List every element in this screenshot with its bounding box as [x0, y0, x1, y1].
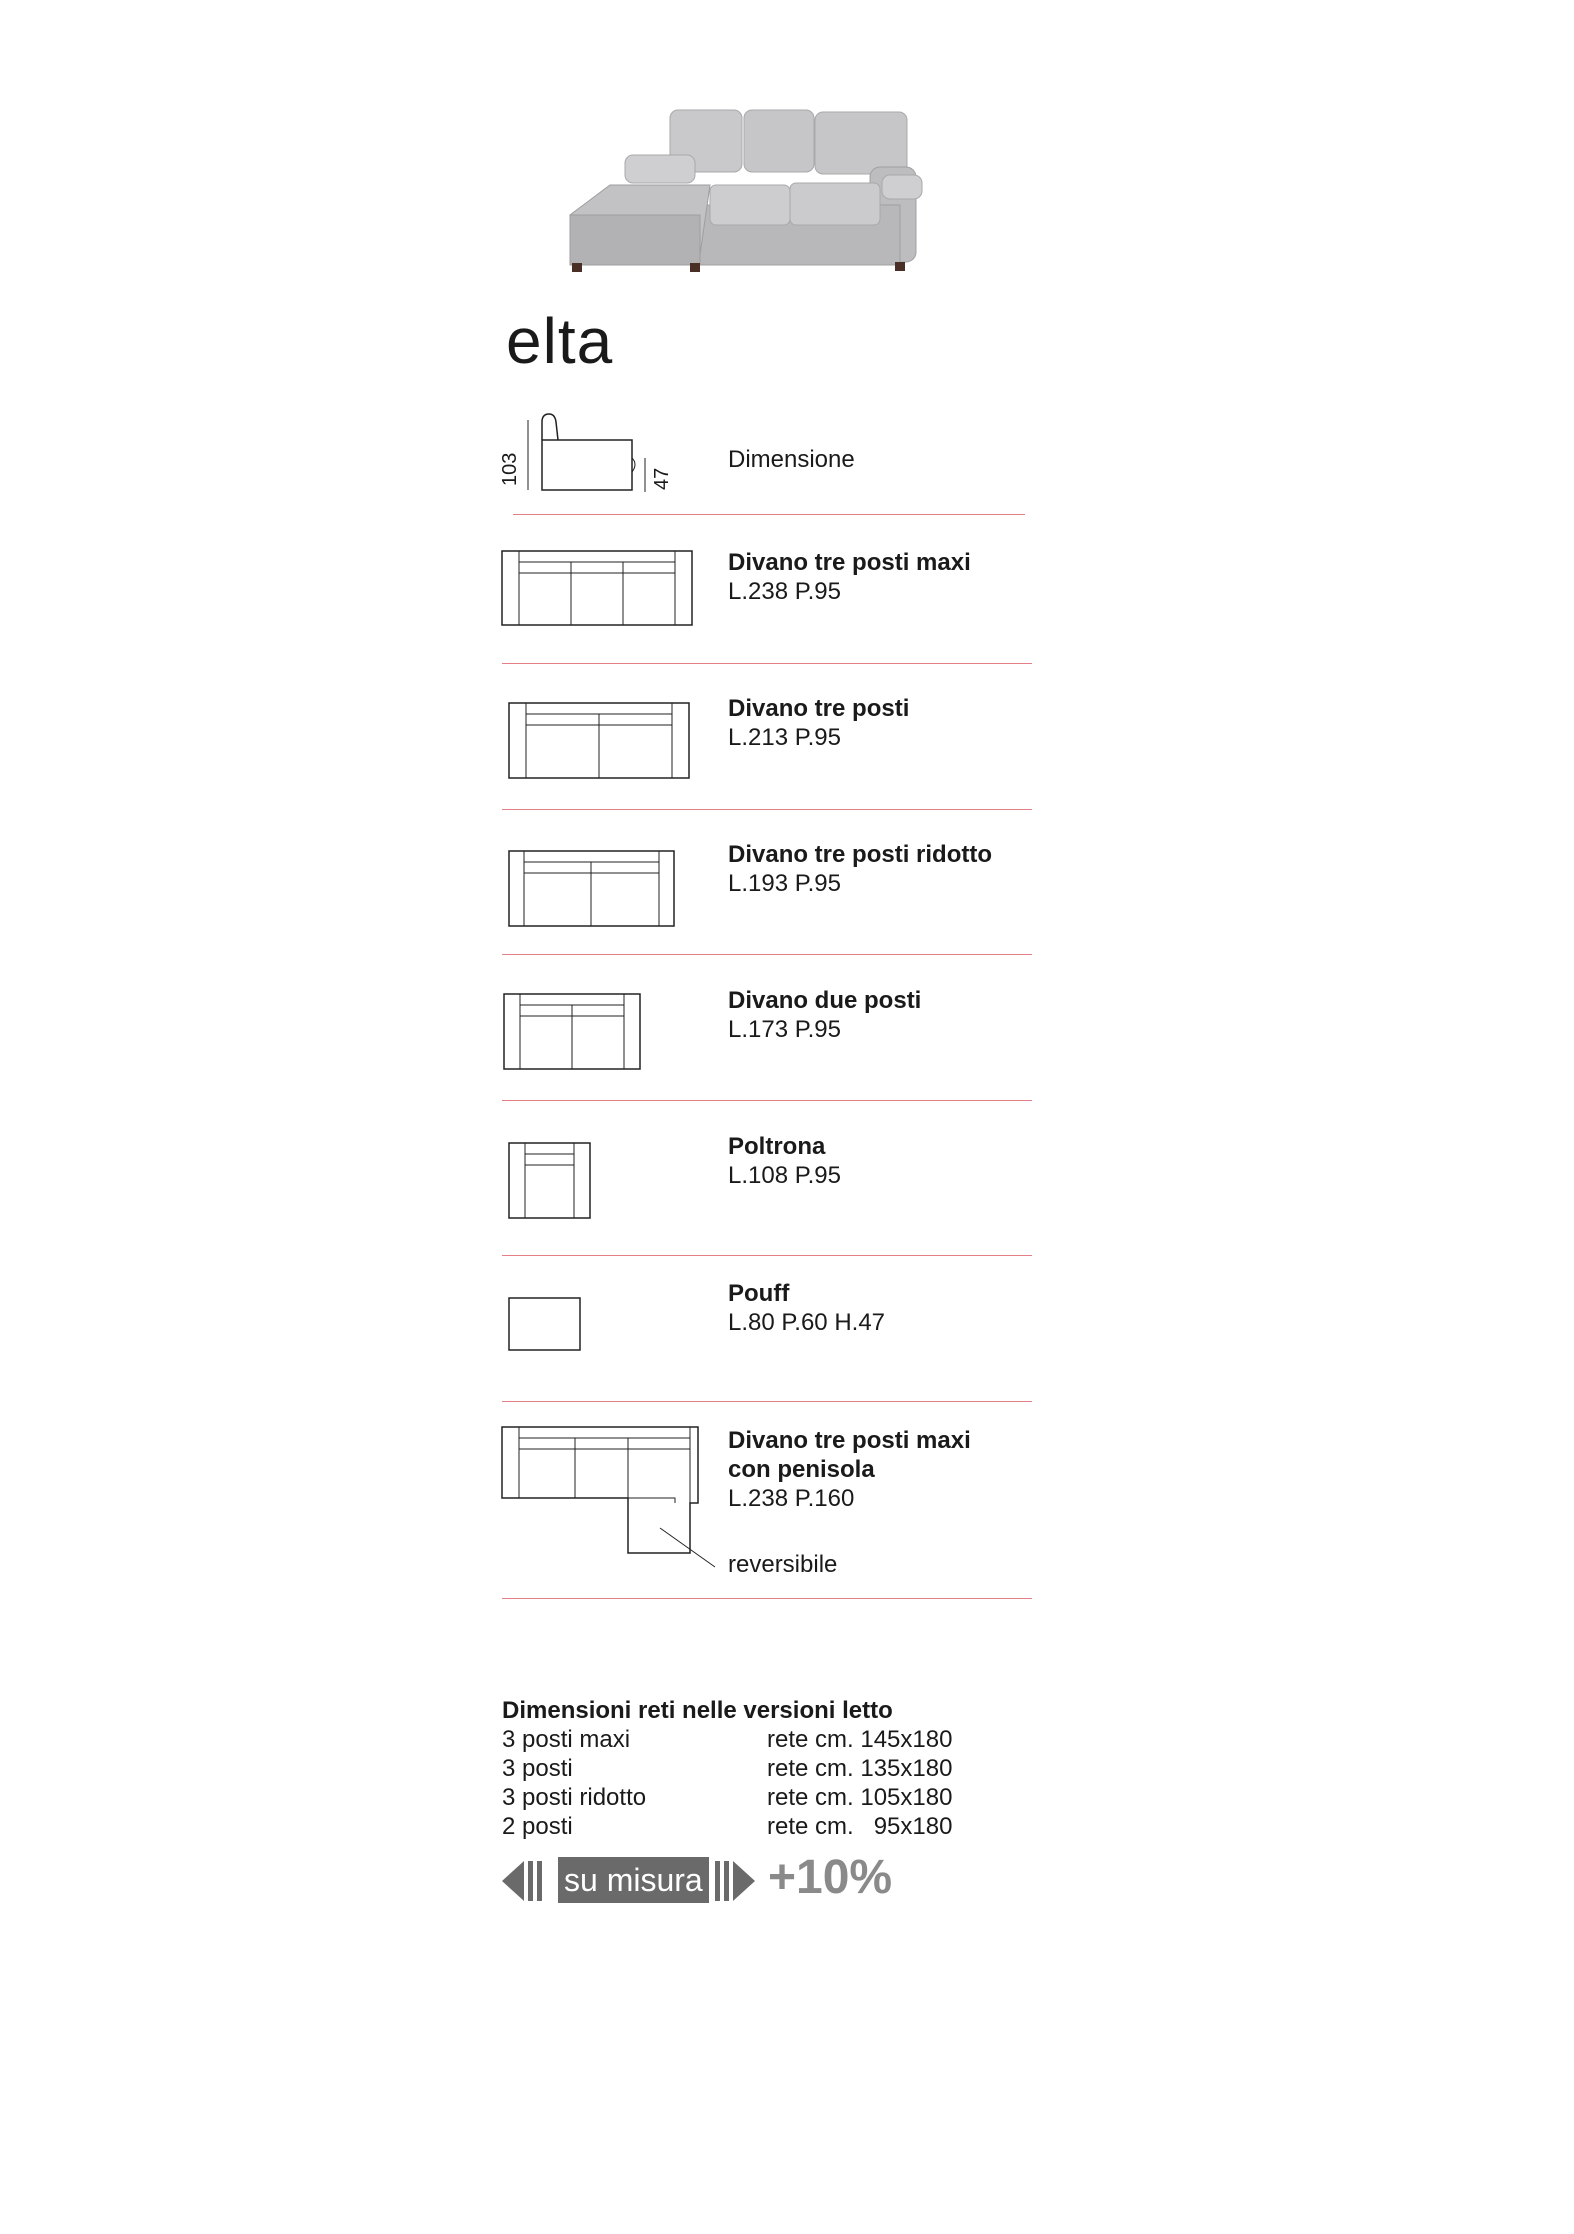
dimension-label: Dimensione: [728, 446, 855, 473]
divider: [502, 1598, 1032, 1599]
divider: [502, 809, 1032, 810]
divider: [502, 1255, 1032, 1256]
model-name-line2: con penisola: [728, 1456, 875, 1483]
net-row-label: 3 posti maxi: [502, 1726, 631, 1753]
model-dims: L.80 P.60 H.47: [728, 1309, 886, 1336]
side-profile-diagram: [505, 410, 675, 500]
model-dims: L.173 P.95: [728, 1016, 842, 1043]
plan-three-seat: [507, 701, 707, 781]
nets-title: Dimensioni reti nelle versioni letto: [502, 1697, 893, 1724]
model-dims: L.238 P.95: [728, 578, 842, 605]
plan-three-seat-maxi-chaise: [500, 1425, 740, 1595]
custom-size-badge: su misura: [558, 1857, 709, 1903]
divider: [513, 514, 1025, 515]
net-row-value: rete cm. 95x180: [767, 1813, 953, 1840]
seat-height-label: 47: [651, 467, 673, 490]
net-row-value: rete cm. 145x180: [767, 1726, 953, 1753]
model-note: reversibile: [728, 1551, 838, 1578]
model-name: Divano tre posti maxi: [728, 549, 971, 576]
surcharge-label: +10%: [768, 1851, 893, 1904]
divider: [502, 1100, 1032, 1101]
model-name: Divano tre posti ridotto: [728, 841, 992, 868]
model-name: Divano tre posti: [728, 695, 910, 722]
model-dims: L.213 P.95: [728, 724, 842, 751]
divider: [502, 954, 1032, 955]
model-name: Divano due posti: [728, 987, 922, 1014]
model-name: Divano tre posti maxi: [728, 1427, 971, 1454]
plan-three-seat-reduced: [507, 849, 707, 929]
plan-pouf: [507, 1296, 597, 1356]
model-dims: L.193 P.95: [728, 870, 842, 897]
net-row-label: 2 posti: [502, 1813, 573, 1840]
divider: [502, 663, 1032, 664]
plan-two-seat: [502, 992, 702, 1072]
net-row-label: 3 posti ridotto: [502, 1784, 647, 1811]
height-label: 103: [499, 452, 521, 486]
plan-armchair: [507, 1141, 607, 1221]
net-row-label: 3 posti: [502, 1755, 573, 1782]
model-name: Pouff: [728, 1280, 790, 1307]
model-name: Poltrona: [728, 1133, 826, 1160]
divider: [502, 1401, 1032, 1402]
net-row-value: rete cm. 135x180: [767, 1755, 953, 1782]
net-row-value: rete cm. 105x180: [767, 1784, 953, 1811]
right-arrow-icon: [713, 1857, 773, 1907]
product-title: elta: [506, 305, 614, 377]
model-dims: L.238 P.160: [728, 1485, 855, 1512]
left-arrow-icon: [500, 1857, 560, 1907]
sofa-photo: [560, 105, 920, 280]
plan-three-seat-maxi: [500, 549, 700, 629]
model-dims: L.108 P.95: [728, 1162, 842, 1189]
